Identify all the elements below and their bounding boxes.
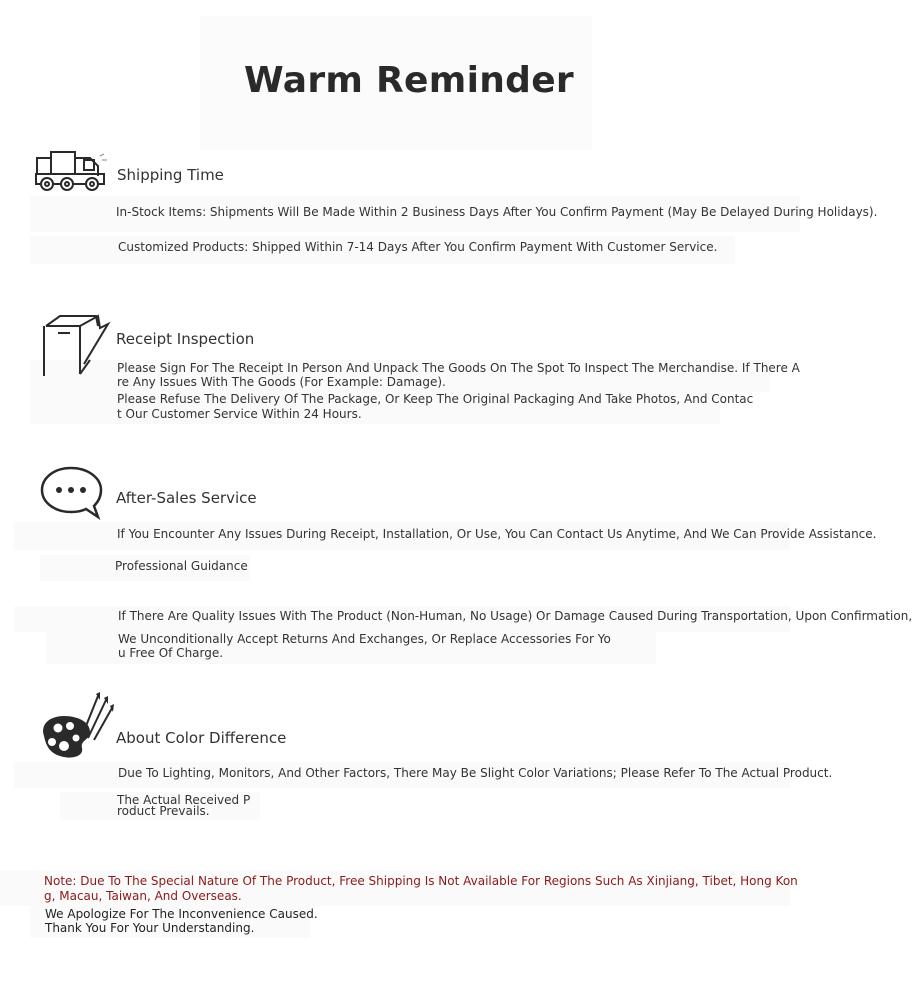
receipt-para1-line2: re Any Issues With The Goods (For Example: Damage). — [117, 375, 446, 389]
aftersales-line-returns-1: We Unconditionally Accept Returns And Exchanges, Or Replace Accessories For Yo — [118, 632, 611, 646]
note-line-2: g, Macau, Taiwan, And Overseas. — [44, 889, 242, 903]
shipping-line-instock: In-Stock Items: Shipments Will Be Made Within 2 Business Days After You Confirm Payment (May Be Delayed During Holidays). — [116, 205, 878, 219]
aftersales-line-contact: If You Encounter Any Issues During Receipt, Installation, Or Use, You Can Contact Us Anytime, And We Can Provide Assistance. — [117, 527, 877, 541]
chat-bubble-icon — [38, 464, 104, 522]
color-heading: About Color Difference — [116, 729, 287, 747]
shipping-heading: Shipping Time — [117, 166, 224, 184]
open-box-icon — [40, 312, 114, 380]
aftersales-line-returns-2: u Free Of Charge. — [118, 646, 224, 660]
thanks-line: Thank You For Your Understanding. — [45, 921, 255, 935]
note-line-1: Note: Due To The Special Nature Of The Product, Free Shipping Is Not Available For Regions Such As Xinjiang, Tibet, Hong Kon — [44, 874, 798, 888]
color-line-lighting: Due To Lighting, Monitors, And Other Factors, There May Be Slight Color Variations; Please Refer To The Actual Product. — [118, 766, 833, 780]
paint-palette-icon — [38, 690, 118, 762]
receipt-para1-line1: Please Sign For The Receipt In Person And Unpack The Goods On The Spot To Inspect The Merchandise. If There A — [117, 361, 800, 375]
color-line-prevails-1: The Actual Received P — [117, 793, 251, 807]
shipping-line-custom: Customized Products: Shipped Within 7-14 Days After You Confirm Payment With Customer Service. — [118, 240, 718, 254]
apology-line: We Apologize For The Inconvenience Caused. — [45, 907, 318, 921]
page-title: Warm Reminder — [244, 60, 574, 101]
aftersales-line-quality: If There Are Quality Issues With The Product (Non-Human, No Usage) Or Damage Caused During Transportation, Upon Confirmation, — [118, 609, 912, 623]
aftersales-line-guidance: Professional Guidance — [115, 559, 248, 573]
receipt-heading: Receipt Inspection — [116, 330, 255, 348]
color-line-prevails-2: roduct Prevails. — [117, 804, 210, 818]
truck-icon — [32, 146, 112, 196]
receipt-para2-line1: Please Refuse The Delivery Of The Package, Or Keep The Original Packaging And Take Photos, And Contac — [117, 392, 754, 406]
receipt-para2-line2: t Our Customer Service Within 24 Hours. — [117, 407, 362, 421]
aftersales-heading: After-Sales Service — [116, 489, 257, 507]
